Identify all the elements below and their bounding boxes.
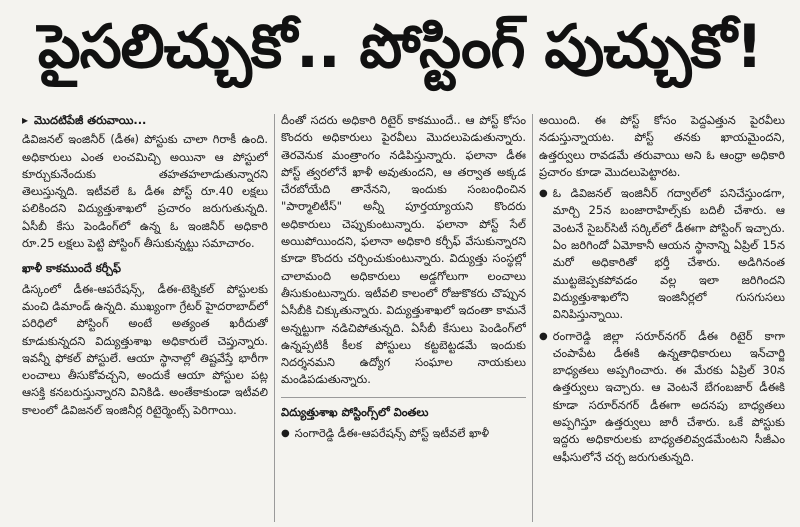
article-column-3 bbox=[539, 112, 785, 527]
arrow-right-icon: ▸ bbox=[22, 113, 29, 127]
subheading: ఖాళీ కాకముందే కర్చీఫ్ bbox=[22, 261, 121, 276]
paragraph: దీంతో సదరు అధికారి రిటైర్ కాకముందే.. ఆ పోస్ట్ కోసం కొందరు అధికారులు పైరవీలు మొదలుపెడుతున్నారు. తెరవెనుక మంత్రాంగం నడిపిస్తున్నారు. ఫలానా డీఈ పోస్ట్ త్వరలోనే ఖాళీ అవుతుందని, ఆ తర్వాత అక్కడ చేరబోయేది తానేనని, ఇందుకు సంబంధించిన "పార్మాలిటీస్" అన్నీ పూర్తయ్యాయని కొందరు అధికారులు చెప్పుకుంటున్నారు. ఫలానా పోస్ట్ సేల్ అయిపోయిందని, ఫలానా అధికారి కర్చీఫ్ వేసుకున్నారని కూడా కొందరు చర్చించుకుంటున్నారు. విద్యుత్తు సంస్థల్లో చాలామంది అధికారులు అడ్డగోలుగా లంచాలు తీసుకుంటున్నారు. ఇటీవలి కాలంలో రోజుకొకరు చొప్పున ఏసీబీకి చిక్కుతున్నారు. విద్యుత్తుశాఖలో ఇదంతా కామనే అన్నట్టుగా నడిచిపోతున్నది. ఏసీబీ కేసులు పెండింగ్‌లో ఉన్నప్పటికీ కీలక పోస్టులు కట్టబెట్టడమే ఇందుకు నిదర్శనమని ఉద్యోగ సంఘాల నాయకులు మండిపడుతున్నారు. bbox=[281, 113, 526, 387]
continuation-kicker bbox=[22, 112, 268, 129]
bullet-text: సంగారెడ్డి డీఈ-ఆపరేషన్స్ పోస్ట్ ఇటీవలే ఖాళీ bbox=[294, 426, 490, 441]
paragraph: డివిజనల్ ఇంజినీర్ (డీఈ) పోస్టుకు చాలా గిరాకీ ఉంది. అధికారులు ఎంత లంచమిచ్చి అయినా ఆ పోస్టులో కూర్చుకునేందుకు తహతహలాడుతున్నారని తెలుస్తున్నది. ఇటీవలే ఓ డీఈ పోస్ట్ రూ.40 లక్షలు పలికిందని విద్యుత్తుశాఖలో ప్రచారం జరుగుతున్నది. ఏసీబీ కేసు పెండింగ్‌లో ఉన్న ఓ ఇంజినీర్ అధికారి రూ.25 లక్షలు పెట్టి పోస్టింగ్ తీసుకున్నట్టు సమాచారం. bbox=[22, 132, 268, 251]
bullet-item bbox=[281, 425, 526, 442]
bullet-icon: ● bbox=[281, 428, 290, 440]
paragraph: డిస్కంలో డీఈ-ఆపరేషన్స్, డీఈ-టెక్నికల్ పోస్టులకు మంచి డిమాండ్ ఉన్నది. ముఖ్యంగా గ్రేటర్ హైదరాబాద్‌లో పరిధిలో పోస్టింగ్ అంటే అత్యంత ఖరీదుతో కూడుకున్నదని విద్యుత్తుశాఖ అధికారులే చెప్తున్నారు. ఇవన్నీ ఫోకల్ పోస్టులే. ఆయా స్థానాల్లో తిష్టవేస్తే భారీగా లంచాలు తీసుకోవచ్చని, అందుకే ఆయా పోస్టుల పట్ల ఆసక్తి కనబరుస్తున్నారని వినికిడి. అంతేకాకుండా ఇటీవలి కాలంలో డివిజనల్ ఇంజినీర్ల రిటైర్మెంట్స్ పెరిగాయి. bbox=[22, 281, 268, 417]
article-column-1 bbox=[22, 112, 268, 527]
bullet-text: రంగారెడ్డి జిల్లా సరూర్‌నగర్ డీఈ రిటైర్ కాగా చంపాపేట డీఈకి ఉన్నతాధికారులు ఇన్‌చార్జి బాధ్యతలు అప్పగించారు. ఈ మేరకు ఏప్రిల్ 30న ఉత్తర్వులు ఇచ్చారు. ఆ వెంటనే బేగంబజార్ డీఈకి కూడా సరూర్‌నగర్ డీఈగా అదనపు బాధ్యతలు అప్పగిస్తూ ఉత్తర్వులు జారీ చేశారు. ఒకే పోస్టుకు ఇద్దరు అధికారులకు బాధ్యతలివ్వడమేంటని సీజీఎం ఆఫీసులోనే చర్చ జరుగుతున్నది. bbox=[552, 328, 785, 464]
bullet-icon: ● bbox=[539, 330, 548, 342]
column-rule-right bbox=[532, 114, 533, 522]
headline: పైసలిచ్చుకో.. పోస్టింగ్ పుచ్చుకో! bbox=[37, 12, 763, 82]
kicker-label: మొదటిపేజీ తరువాయి... bbox=[34, 113, 147, 127]
column-rule-left bbox=[274, 114, 275, 522]
bullet-item bbox=[539, 185, 785, 323]
paragraph: అయింది. ఈ పోస్ట్ కోసం పెద్దఎత్తున పైరవీలు నడుస్తున్నాయట. పోస్ట్ తనకు ఖాయమైందని, ఉత్తర్వులు రావడమే తరువాయి అని ఓ ఆంధ్రా అధికారి ప్రచారం కూడా మొదలుపెట్టారట. bbox=[539, 113, 785, 179]
bullet-icon: ● bbox=[539, 188, 548, 200]
article-column-2 bbox=[281, 112, 526, 527]
subheading: విద్యుత్తుశాఖ పోస్టింగ్స్‌లో వింతలు bbox=[281, 397, 526, 421]
bullet-item bbox=[539, 328, 785, 466]
bullet-text: ఓ డివిజనల్ ఇంజినీర్ గద్వాల్‌లో పనిచేస్తుండగా, మార్చి 25న బంజారాహిల్స్‌కు బదిలీ చేశారు. ఆ వెంటనే సైబర్‌సిటీ సర్కిల్‌లో డీఈగా పోస్టింగ్ ఇచ్చారు. ఏం జరిగిందో ఏమోకానీ ఆయన స్థానాన్ని ఏప్రిల్ 15న మరో అధికారితో భర్తీ చేశారు. అడిగినంత ముట్టజెప్పకపోవడం వల్ల ఇలా జరిగిందని విద్యుత్తుశాఖలోని ఇంజినీర్లలో గుసగుసలు వినిపిస్తున్నాయి. bbox=[552, 186, 785, 322]
